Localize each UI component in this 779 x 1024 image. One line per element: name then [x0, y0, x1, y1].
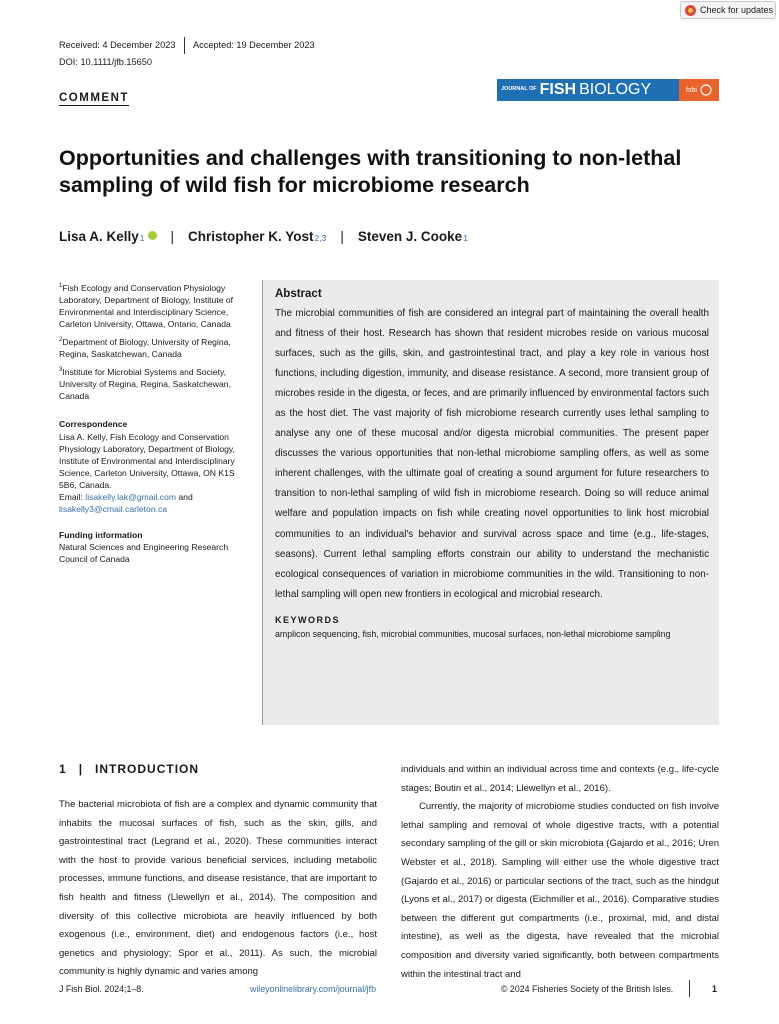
orcid-icon[interactable]: [148, 231, 157, 240]
footer-copyright: © 2024 Fisheries Society of the British Isles.: [501, 984, 674, 994]
author-affiliation-sup: 1: [139, 233, 145, 243]
author-affiliation-sup: 1: [463, 233, 468, 243]
author-list: [59, 229, 468, 244]
keywords-heading: KEYWORDS: [275, 614, 341, 625]
author-separator: |: [170, 229, 175, 244]
author-name[interactable]: Christopher K. Yost: [188, 229, 314, 244]
correspondence-text: Lisa A. Kelly, Fish Ecology and Conservation Physiology Laboratory, Department of Biology, Institute of Environmental and Interdisciplinary Science, Carleton University, Ottawa, ON K1S 5B6, Canada.: [59, 431, 235, 490]
accepted-date: Accepted: 19 December 2023: [193, 40, 315, 50]
email-link[interactable]: lisakelly.lak@gmail.com: [85, 491, 176, 502]
email-link[interactable]: lisakelly3@cmail.carleton.ca: [59, 504, 168, 515]
fsbi-logo: [679, 79, 719, 101]
journal-logo-biology: BIOLOGY: [579, 81, 652, 98]
crossmark-icon: [685, 5, 696, 16]
body-column-right: [401, 761, 719, 984]
doi: DOI: 10.1111/jfb.15650: [59, 57, 152, 67]
body-paragraph: Currently, the majority of microbiome studies conducted on fish involve lethal sampling and removal of whole digestive tracts, with a potential secondary sampling of the gill or skin microbiota (Gajardo et al., 2016; Uren Webster et al., 2018). Sampling will either use the whole digestive tract (Gajardo et al., 2016) or particular sections of the tract, such as the hindgut (Lyons et al., 2017) or digesta (Eichmiller et al., 2016). Comparative studies between the different gut compartments (i.e., proximal, mid, and distal intestine), as well as the digesta, have revealed that the microbial composition and diversity varied significantly, both between compartments within the intestinal tract and: [401, 801, 719, 980]
footer-journal-citation: J Fish Biol. 2024;1–8.: [59, 984, 144, 994]
article-type: COMMENT: [59, 92, 129, 104]
header-divider: [184, 37, 185, 54]
fsbi-label: fsbi: [686, 86, 697, 94]
affiliation: $^3$Institute for Microbial Systems and Society, University of Regina, Regina, Saskatchewan, Canada: [59, 367, 231, 402]
check-for-updates-button[interactable]: [680, 1, 776, 19]
article-title: Opportunities and challenges with transitioning to non-lethal sampling of wild fish for microbiome research: [59, 146, 682, 197]
author-affiliation-sup: 2,3: [314, 233, 327, 243]
received-date: Received: 4 December 2023: [59, 40, 176, 50]
footer-journal-url[interactable]: wileyonlinelibrary.com/journal/jfb: [250, 984, 376, 994]
keywords-text: amplicon sequencing, fish, microbial communities, mucosal surfaces, non-lethal microbiome sampling: [275, 628, 671, 639]
page-number: 1: [712, 984, 717, 994]
abstract-text: The microbial communities of fish are considered an integral part of maintaining the overall health and fitness of their host. Research has shown that resident microbes reside on various mucosal surfaces, such as the gills, skin, and gastrointestinal tract, and play a key role in various host functions, including digestion, immunity, and disease resistance. A second, more transient group of microbes reside in the digesta, or feces, and are primarily influenced by environmental factors such as the host diet. The vast majority of fish microbiome research currently uses lethal sampling to analyse any one of these mucosal and/or digesta microbial communities. The present paper discusses the various opportunities that non-lethal microbiome sampling offers, as well as some inherent challenges, with the ultimate goal of creating a sound argument for future researchers to transition to non-lethal sampling of wild fish in microbiome research. Doing so will reduce animal welfare and population impacts on fish while creating novel opportunities to link host microbial communities to an individual's behavior and survival across space and time (e.g., life-stages, seasons). Current lethal sampling efforts constrain our ability to understand the mechanistic ecological consequences of variation in microbiome communities in the wild. Transitioning to non-lethal sampling will open new frontiers in ecological and microbial research.: [275, 308, 709, 600]
funding-text: Natural Sciences and Engineering Research Council of Canada: [59, 542, 229, 565]
journal-logo: [497, 79, 719, 101]
check-for-updates-label: Check for updates: [700, 5, 774, 15]
author-name[interactable]: Steven J. Cooke: [357, 229, 463, 244]
author-name[interactable]: Lisa A. Kelly: [59, 229, 139, 244]
fsbi-emblem-icon: [700, 84, 712, 96]
body-paragraph: individuals and within an individual across time and contexts (e.g., life-cycle stages; Boutin et al., 2014; Llewellyn et al., 2016).: [401, 764, 719, 794]
abstract-box: [262, 280, 719, 725]
journal-logo-prefix: JOURNAL OF: [501, 86, 537, 93]
body-column-left: [59, 796, 377, 982]
footer-divider: [689, 980, 690, 997]
funding-label: Funding information: [59, 530, 143, 541]
abstract-heading: Abstract: [275, 288, 322, 300]
journal-logo-fish: FISH: [539, 81, 577, 98]
section-heading: 1 | INTRODUCTION: [59, 762, 200, 776]
correspondence-label: Correspondence: [59, 419, 128, 430]
author-separator: |: [340, 229, 344, 244]
affiliation: $^2$Department of Biology, University of Regina, Regina, Saskatchewan, Canada: [59, 337, 231, 360]
correspondence-emails: Email: lisakelly.lak@gmail.com and lisakelly3@cmail.carleton.ca: [59, 491, 193, 515]
affiliations-sidebar: [59, 280, 254, 565]
body-paragraph: The bacterial microbiota of fish are a complex and dynamic community that inhabits the mucosal surfaces of fish, such as the skin, gills, and gastrointestinal tract (Legrand et al., 2020). These communities interact with the host to provide various beneficial services, including metabolic processes, immune functions, and disease resistance, that are important to fish health and fitness (Llewellyn et al., 2014). The composition and diversity of this collective microbiota are heavily influenced by both exogenous (i.e., environment, diet) and endogenous factors (i.e., host genetics and physiology; Spor et al., 2011). As such, the microbial community is highly dynamic and varies among: [59, 799, 377, 978]
affiliation: $^1$Fish Ecology and Conservation Physiology Laboratory, Department of Biology, Institute of Environmental and Interdisciplinary Science, Carleton University, Ottawa, Ontario, Canada: [59, 282, 234, 330]
